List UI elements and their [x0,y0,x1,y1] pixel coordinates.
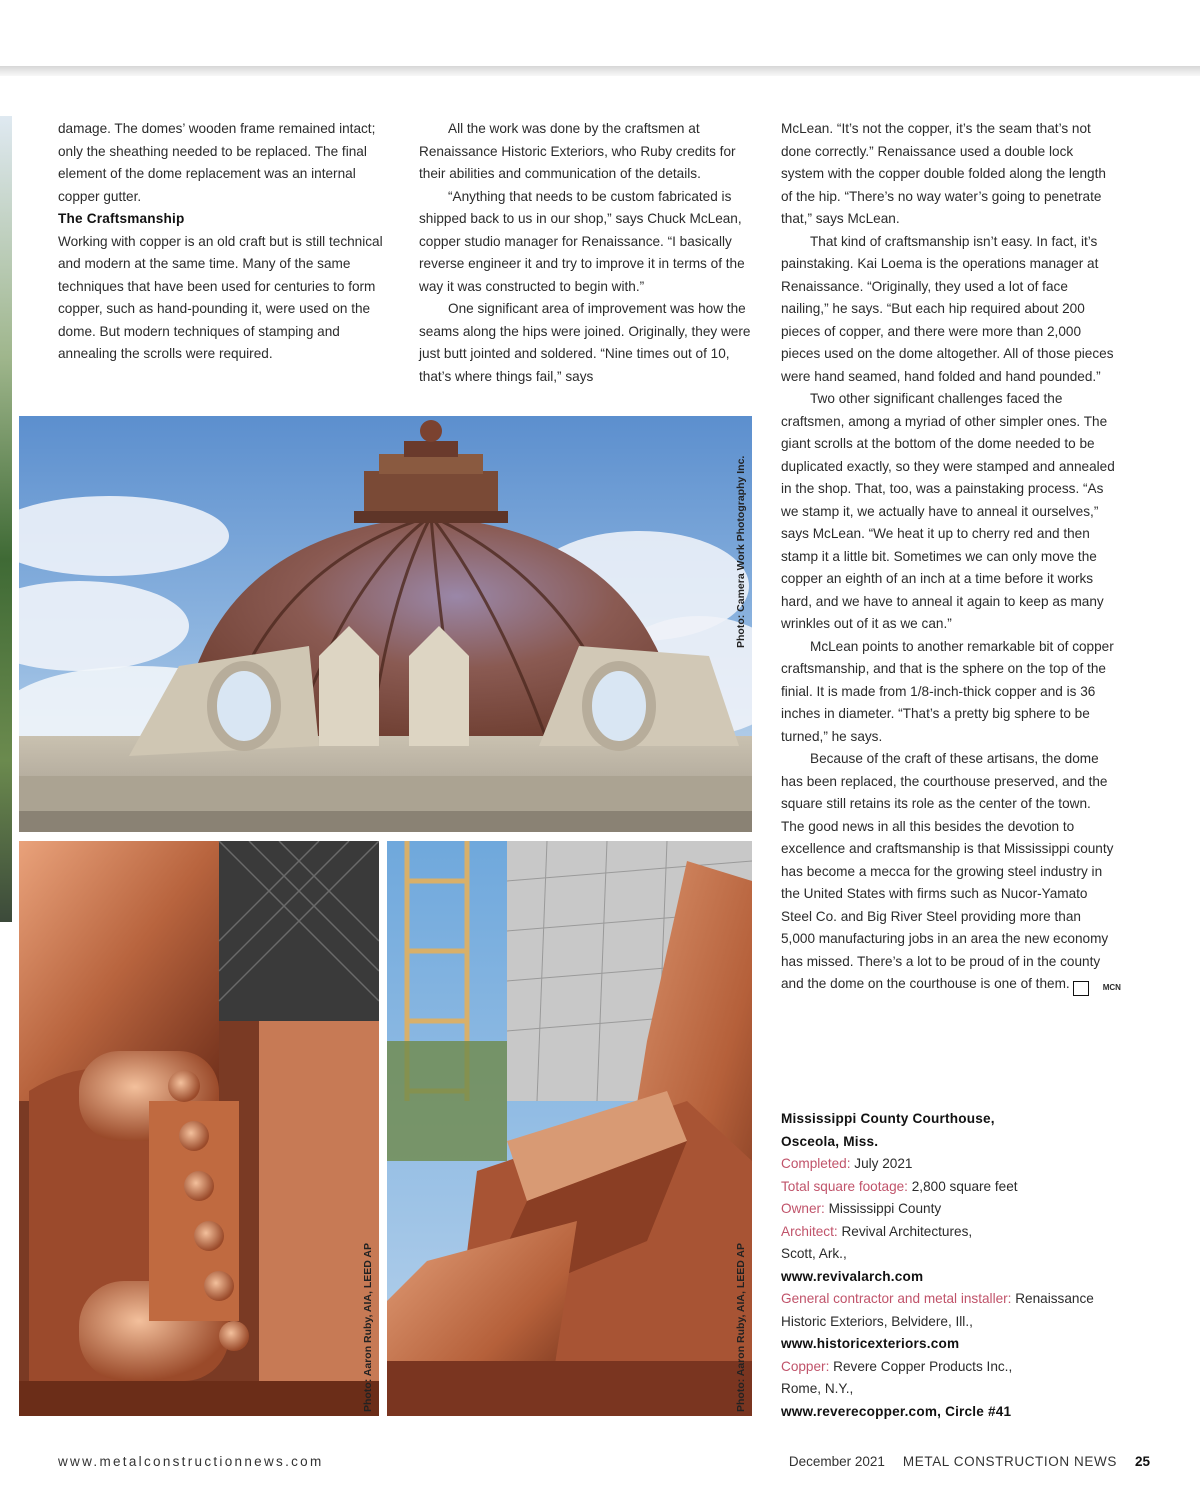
dome-illustration [19,416,752,832]
section-subhead: The Craftsmanship [58,211,185,226]
copper-link[interactable]: www.reverecopper.com, Circle #41 [781,1403,1012,1419]
info-value: Historic Exteriors, Belvidere, Ill., [781,1313,973,1329]
photo-credit: Photo: Aaron Ruby, AIA, LEED AP [735,1243,747,1412]
info-value: Mississippi County [828,1201,942,1216]
architect-link[interactable]: www.revivalarch.com [781,1268,924,1284]
copper-scroll-photo [19,841,379,1416]
info-label: Architect: [781,1223,838,1239]
info-value: Renaissance [1015,1291,1094,1306]
info-label: Completed: [781,1156,851,1171]
page-top-margin [0,0,1200,66]
paragraph: All the work was done by the craftsmen at Renaissance Historic Exteriors, who Ruby credits for their abilities and communication of the details. [419,121,736,181]
page-number: 25 [1134,1454,1150,1469]
info-completed [781,1153,1121,1176]
info-owner [781,1198,1121,1221]
info-value: Scott, Ark., [781,1246,847,1261]
photo-credit: Photo: Camera Work Photography Inc. [735,455,747,648]
article-column-3 [781,118,1121,996]
gutter-illustration [387,841,752,1416]
end-mark-icon: MCN [1073,981,1089,996]
paragraph-text: Because of the craft of these artisans, the dome has been replaced, the courthouse preserved, and the square still retains its role as the center of the town. The good news in all this besides the devotion to excellence and craftsmanship is that Mississippi county has become a mecca for the growing steel industry in the United States with firms such as Nucor-Yamato Steel Co. and Big River Steel providing more than 5,000 manufacturing jobs in an area the new economy has missed. There’s a lot to be proud of in the county and the dome on the courthouse is one of them. [781,751,1114,991]
footer-folio [789,1454,1150,1469]
info-value: 2,800 square feet [911,1178,1018,1194]
project-title: Mississippi County Courthouse, [781,1111,995,1126]
info-value: Revival Architectures, [841,1223,973,1239]
paragraph: McLean. “It’s not the copper, it’s the seam that’s not done correctly.” Renaissance used a double lock system with the copper double folded along the length of the hip. “There’s no way water’s going to penetrate that,” says McLean. [781,121,1106,226]
info-label: General contractor and metal installer: [781,1291,1012,1306]
info-label: Total square footage: [781,1178,908,1194]
footer-website[interactable]: www.metalconstructionnews.com [58,1454,324,1469]
info-footage [781,1176,1121,1199]
article-column-2 [419,118,755,388]
paragraph: That kind of craftsmanship isn’t easy. In fact, it’s painstaking. Kai Loema is the operations manager at Renaissance. “Originally, they used a lot of face nailing,” he says. “But each hip required about 200 pieces of copper, and there were more than 2,000 pieces used on the dome altogether. All of those pieces were hand seamed, hand folded and hand pounded.” [781,233,1114,384]
scroll-illustration [19,841,379,1416]
top-divider [0,66,1200,76]
paragraph: McLean points to another remarkable bit of copper craftsmanship, and that is the sphere on the top of the finial. It is made from 1/8-inch-thick copper and is 36 inches in diameter. “That’s a pretty big sphere to be turned,” he says. [781,638,1114,744]
info-value: Rome, N.Y., [781,1381,854,1396]
dome-photo [19,416,752,832]
paragraph [781,748,1121,996]
info-copper [781,1356,1121,1379]
paragraph: Working with copper is an old craft but is still technical and modern at the same time. Many of the same techniques that have been used for centuries to form copper, such as hand-pounding it, were used on the dome. But modern techniques of stamping and annealing the scrolls were required. [58,233,383,361]
project-info [781,1108,1121,1423]
paragraph: “Anything that needs to be custom fabricated is shipped back to us in our shop,” says Chuck McLean, copper studio manager for Renaissance. “I basically reverse engineer it and try to improve it in terms of the way it was constructed to begin with.” [419,188,745,294]
info-contractor [781,1288,1121,1311]
project-location: Osceola, Miss. [781,1133,879,1149]
copper-gutter-photo [387,841,752,1416]
footer-date: December 2021 [788,1454,885,1469]
info-label: Owner: [781,1201,825,1216]
paragraph: One significant area of improvement was how the seams along the hips were joined. Originally, they were just butt jointed and soldered. “Nine times out of 10, that’s where things fail,” says [419,301,751,384]
contractor-link[interactable]: www.historicexteriors.com [781,1336,960,1351]
info-architect [781,1221,1121,1244]
paragraph: damage. The domes’ wooden frame remained intact; only the sheathing needed to be replaced. The final element of the dome replacement was an internal copper gutter. [58,121,376,204]
info-label: Copper: [781,1358,830,1374]
adjacent-photo-strip [0,116,12,922]
photo-credit: Photo: Aaron Ruby, AIA, LEED AP [362,1243,374,1412]
info-value: Revere Copper Products Inc., [833,1358,1013,1374]
info-value: July 2021 [854,1156,913,1171]
paragraph: Two other significant challenges faced the craftsmen, among a myriad of other simpler ones. The giant scrolls at the bottom of the dome needed to be duplicated exactly, so they were stamped and annealed in the shop. That, too, was a painstaking process. “As we stamp it, we actually have to anneal it ourselves,” says McLean. “We heat it up to cherry red and then stamp it a little bit. Sometimes we can only move the copper an eighth of an inch at a time before it works hard, and we have to anneal it again to keep as many wrinkles out of it as we can.” [781,391,1115,631]
footer-publication: METAL CONSTRUCTION NEWS [902,1454,1117,1469]
article-column-1 [58,118,388,366]
